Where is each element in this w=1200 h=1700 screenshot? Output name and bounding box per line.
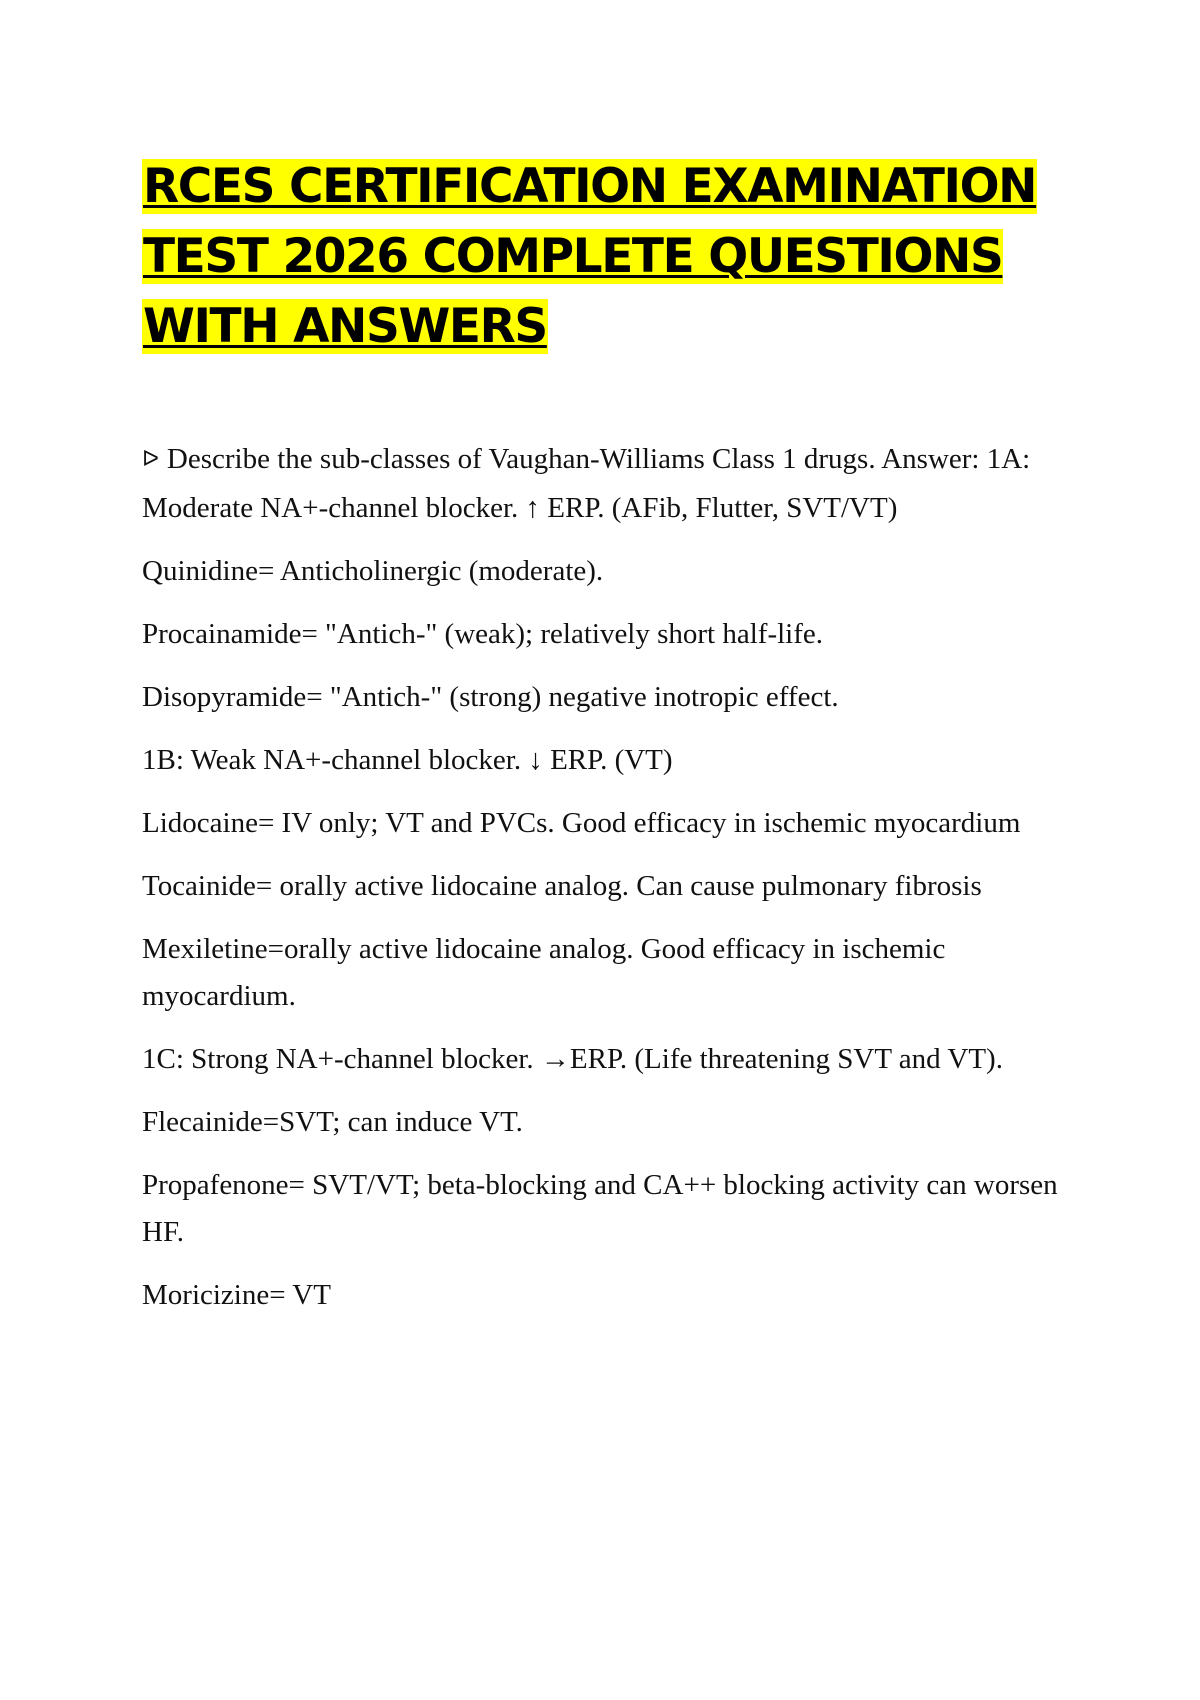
question-paragraph — [142, 436, 1072, 532]
answer-line-disopyramide: Disopyramide= "Antich-" (strong) negative inotropic effect. — [142, 681, 839, 713]
question-text: Describe the sub-classes of Vaughan-Williams Class 1 drugs. Answer: 1A: Moderate NA+-channel blocker. ↑ ERP. (AFib, Flutter, SVT/VT) — [142, 443, 1031, 524]
document-title — [142, 152, 1072, 362]
answer-line-quinidine: Quinidine= Anticholinergic (moderate). — [142, 555, 604, 587]
answer-line-procainamide: Procainamide= "Antich-" (weak); relatively short half-life. — [142, 618, 824, 650]
answer-line-propafenone: Propafenone= SVT/VT; beta-blocking and CA++ blocking activity can worsen HF. — [142, 1169, 1058, 1248]
answer-line-class-1c: 1C: Strong NA+-channel blocker. →ERP. (Life threatening SVT and VT). — [142, 1043, 1003, 1075]
title-highlight: RCES CERTIFICATION EXAMINATION TEST 2026 COMPLETE QUESTIONS WITH ANSWERS — [143, 159, 1037, 354]
triangle-bullet-icon: ᐅ — [142, 447, 159, 472]
answer-line-class-1b: 1B: Weak NA+-channel blocker. ↓ ERP. (VT) — [142, 744, 673, 776]
answer-line-flecainide: Flecainide=SVT; can induce VT. — [142, 1106, 523, 1138]
answer-line-mexiletine: Mexiletine=orally active lidocaine analog. Good efficacy in ischemic myocardium. — [142, 933, 946, 1012]
document-body — [142, 436, 1072, 1335]
answer-line-tocainide: Tocainide= orally active lidocaine analog. Can cause pulmonary fibrosis — [142, 870, 982, 902]
answer-line-lidocaine: Lidocaine= IV only; VT and PVCs. Good efficacy in ischemic myocardium — [142, 807, 1021, 839]
answer-line-moricizine: Moricizine= VT — [142, 1279, 331, 1311]
